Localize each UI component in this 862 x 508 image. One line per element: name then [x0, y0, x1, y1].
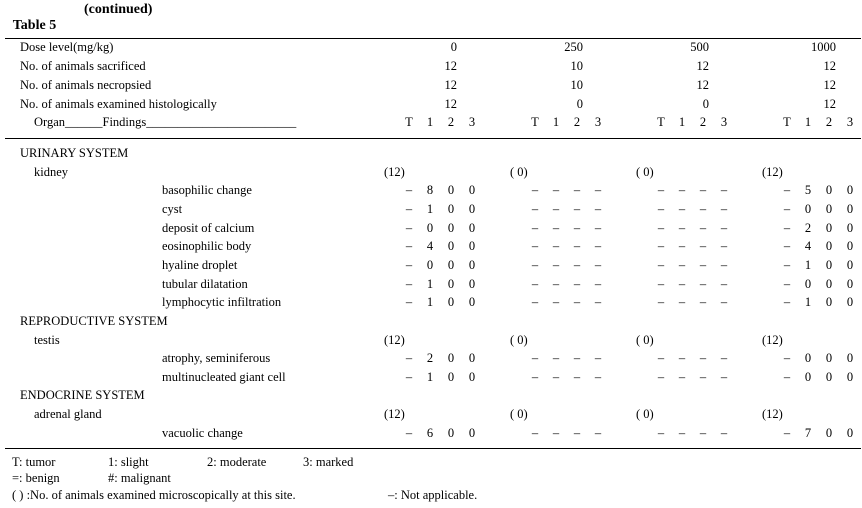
grade-cell: – [594, 258, 602, 272]
grade-cell: – [552, 202, 560, 216]
grade-column-header: T [531, 115, 539, 129]
grade-cell: 0 [447, 221, 455, 235]
finding-label: basophilic change [162, 183, 252, 197]
grade-column-header: T [657, 115, 665, 129]
grade-cell: 0 [825, 202, 833, 216]
grade-cell: – [657, 258, 665, 272]
examined-count: (12) [384, 407, 405, 421]
examined-count: ( 0) [510, 333, 528, 347]
grade-cell: – [594, 239, 602, 253]
grade-cell: 1 [426, 202, 434, 216]
grade-cell: 0 [426, 221, 434, 235]
grade-cell: – [657, 202, 665, 216]
grade-cell: – [657, 277, 665, 291]
system-heading: REPRODUCTIVE SYSTEM [20, 314, 168, 328]
examined-label: No. of animals examined histologically [20, 97, 217, 111]
grade-cell: – [699, 239, 707, 253]
grade-cell: 0 [846, 258, 854, 272]
examined-count: (12) [384, 165, 405, 179]
grade-cell: – [783, 426, 791, 440]
grade-cell: 4 [426, 239, 434, 253]
grade-cell: 0 [825, 183, 833, 197]
grade-cell: – [720, 239, 728, 253]
finding-label: cyst [162, 202, 183, 216]
legend-marked: 3: marked [303, 455, 354, 469]
grade-cell: 1 [426, 277, 434, 291]
grade-cell: – [405, 370, 413, 384]
grade-cell: – [531, 202, 539, 216]
grade-cell: 0 [468, 426, 476, 440]
grade-cell: 2 [426, 351, 434, 365]
grade-cell: – [573, 239, 581, 253]
legend-moderate: 2: moderate [207, 455, 267, 469]
dose-value: 0 [450, 40, 457, 54]
count-value: 12 [823, 78, 836, 92]
examined-count: ( 0) [636, 333, 654, 347]
grade-cell: 0 [468, 239, 476, 253]
grade-cell: – [720, 258, 728, 272]
grade-cell: 0 [468, 351, 476, 365]
grade-column-header: 2 [699, 115, 707, 129]
examined-count: (12) [762, 333, 783, 347]
grade-cell: 0 [846, 370, 854, 384]
grade-cell: – [552, 221, 560, 235]
grade-column-header: 2 [573, 115, 581, 129]
legend-parentheses: ( ) :No. of animals examined microscopically at this site. [12, 488, 296, 502]
grade-cell: – [594, 183, 602, 197]
organ-findings-label: Organ______Findings________________________ [34, 115, 297, 129]
grade-cell: – [783, 351, 791, 365]
organ-label: kidney [34, 165, 69, 179]
count-value: 12 [823, 59, 836, 73]
grade-cell: 1 [426, 295, 434, 309]
grade-cell: 0 [468, 277, 476, 291]
grade-cell: – [531, 183, 539, 197]
grade-cell: – [699, 258, 707, 272]
legend-malignant: #: malignant [108, 471, 171, 485]
grade-cell: – [531, 426, 539, 440]
count-value: 12 [444, 97, 457, 111]
grade-cell: – [720, 221, 728, 235]
grade-cell: – [783, 258, 791, 272]
grade-cell: 1 [804, 258, 812, 272]
grade-cell: – [783, 370, 791, 384]
grade-cell: – [531, 370, 539, 384]
grade-cell: – [657, 295, 665, 309]
finding-label: vacuolic change [162, 426, 243, 440]
grade-cell: – [405, 295, 413, 309]
grade-cell: – [405, 426, 413, 440]
grade-cell: – [594, 277, 602, 291]
grade-column-header: 3 [468, 115, 476, 129]
grade-cell: – [573, 202, 581, 216]
count-value: 12 [444, 78, 457, 92]
grade-cell: – [783, 277, 791, 291]
grade-cell: 0 [447, 295, 455, 309]
grade-cell: – [720, 351, 728, 365]
grade-cell: 0 [846, 221, 854, 235]
grade-cell: – [783, 202, 791, 216]
grade-column-header: 1 [678, 115, 686, 129]
grade-cell: 0 [846, 351, 854, 365]
grade-cell: – [720, 295, 728, 309]
table-number: Table 5 [12, 18, 57, 33]
grade-cell: – [699, 221, 707, 235]
necropsied-label: No. of animals necropsied [20, 78, 152, 92]
grade-column-header: 3 [720, 115, 728, 129]
grade-cell: 0 [468, 221, 476, 235]
grade-cell: 1 [804, 295, 812, 309]
grade-cell: 0 [468, 202, 476, 216]
grade-cell: 0 [846, 183, 854, 197]
grade-cell: 0 [846, 295, 854, 309]
grade-cell: 4 [804, 239, 812, 253]
bottom-rule [5, 448, 861, 449]
grade-cell: – [678, 426, 686, 440]
grade-cell: 0 [846, 239, 854, 253]
finding-label: tubular dilatation [162, 277, 248, 291]
grade-cell: 0 [846, 426, 854, 440]
organ-label: adrenal gland [34, 407, 102, 421]
grade-cell: – [720, 370, 728, 384]
grade-cell: – [573, 351, 581, 365]
grade-cell: – [657, 426, 665, 440]
examined-count: (12) [762, 165, 783, 179]
grade-cell: 0 [804, 277, 812, 291]
legend-slight: 1: slight [108, 455, 149, 469]
grade-cell: 2 [804, 221, 812, 235]
grade-cell: – [678, 351, 686, 365]
grade-cell: – [573, 221, 581, 235]
grade-cell: – [405, 239, 413, 253]
system-heading: ENDOCRINE SYSTEM [20, 388, 145, 402]
grade-cell: – [783, 183, 791, 197]
grade-cell: 0 [426, 258, 434, 272]
grade-cell: 6 [426, 426, 434, 440]
legend-not-applicable: –: Not applicable. [388, 488, 478, 502]
grade-cell: – [552, 295, 560, 309]
grade-cell: – [678, 183, 686, 197]
grade-cell: – [699, 202, 707, 216]
grade-cell: 0 [447, 239, 455, 253]
grade-cell: – [573, 370, 581, 384]
legend-tumor: T: tumor [12, 455, 56, 469]
grade-column-header: 3 [846, 115, 854, 129]
grade-column-header: T [405, 115, 413, 129]
count-value: 0 [702, 97, 709, 111]
grade-cell: – [657, 370, 665, 384]
grade-cell: – [783, 221, 791, 235]
count-value: 12 [444, 59, 457, 73]
grade-cell: – [552, 370, 560, 384]
grade-cell: – [699, 183, 707, 197]
grade-cell: – [531, 221, 539, 235]
grade-cell: – [405, 277, 413, 291]
grade-cell: – [531, 295, 539, 309]
finding-label: hyaline droplet [162, 258, 238, 272]
grade-cell: 0 [825, 426, 833, 440]
grade-cell: – [657, 351, 665, 365]
count-value: 0 [576, 97, 583, 111]
grade-cell: – [573, 295, 581, 309]
grade-cell: – [594, 426, 602, 440]
grade-cell: – [405, 351, 413, 365]
grade-cell: – [573, 258, 581, 272]
grade-cell: 0 [825, 239, 833, 253]
grade-cell: 0 [447, 426, 455, 440]
count-value: 10 [570, 59, 583, 73]
grade-cell: 0 [825, 351, 833, 365]
grade-cell: – [678, 370, 686, 384]
organ-label: testis [34, 333, 60, 347]
grade-cell: – [552, 426, 560, 440]
grade-cell: – [720, 426, 728, 440]
grade-column-header: 1 [552, 115, 560, 129]
grade-cell: – [720, 202, 728, 216]
grade-cell: 0 [447, 202, 455, 216]
table-continued: (continued) [84, 2, 153, 17]
grade-cell: 0 [447, 351, 455, 365]
finding-label: deposit of calcium [162, 221, 255, 235]
grade-cell: – [405, 183, 413, 197]
grade-cell: 0 [825, 370, 833, 384]
grade-cell: – [531, 277, 539, 291]
finding-label: lymphocytic infiltration [162, 295, 282, 309]
finding-label: multinucleated giant cell [162, 370, 286, 384]
grade-cell: 0 [804, 370, 812, 384]
grade-cell: 0 [804, 202, 812, 216]
grade-cell: – [699, 426, 707, 440]
grade-cell: – [699, 351, 707, 365]
grade-cell: – [405, 202, 413, 216]
grade-cell: – [678, 202, 686, 216]
grade-cell: – [783, 295, 791, 309]
grade-cell: 0 [846, 202, 854, 216]
grade-cell: – [552, 351, 560, 365]
grade-cell: – [657, 239, 665, 253]
examined-count: (12) [384, 333, 405, 347]
grade-column-header: 2 [447, 115, 455, 129]
grade-cell: – [678, 295, 686, 309]
grade-cell: – [552, 183, 560, 197]
grade-cell: – [573, 277, 581, 291]
grade-column-header: 2 [825, 115, 833, 129]
grade-cell: – [699, 370, 707, 384]
grade-cell: – [552, 258, 560, 272]
grade-cell: 0 [468, 295, 476, 309]
grade-cell: – [678, 239, 686, 253]
grade-cell: – [678, 221, 686, 235]
grade-cell: – [720, 183, 728, 197]
grade-cell: – [594, 221, 602, 235]
grade-cell: – [573, 426, 581, 440]
grade-cell: 0 [468, 370, 476, 384]
dose-value: 250 [564, 40, 583, 54]
sacrificed-label: No. of animals sacrificed [20, 59, 146, 73]
dose-value: 500 [690, 40, 709, 54]
grade-cell: 0 [825, 258, 833, 272]
count-value: 12 [696, 78, 709, 92]
dose-level-label: Dose level(mg/kg) [20, 40, 114, 54]
grade-cell: 0 [846, 277, 854, 291]
legend-benign: =: benign [12, 471, 60, 485]
grade-column-header: 3 [594, 115, 602, 129]
grade-cell: 0 [468, 258, 476, 272]
grade-cell: – [531, 239, 539, 253]
grade-cell: – [594, 351, 602, 365]
examined-count: ( 0) [636, 165, 654, 179]
examined-count: ( 0) [636, 407, 654, 421]
grade-column-header: 1 [804, 115, 812, 129]
grade-cell: – [552, 239, 560, 253]
grade-cell: 0 [468, 183, 476, 197]
grade-cell: – [678, 277, 686, 291]
grade-cell: 0 [804, 351, 812, 365]
header-rule [5, 138, 861, 139]
grade-cell: – [720, 277, 728, 291]
grade-cell: 0 [825, 221, 833, 235]
grade-column-header: T [783, 115, 791, 129]
grade-cell: – [531, 258, 539, 272]
grade-cell: 0 [825, 295, 833, 309]
grade-cell: – [657, 221, 665, 235]
grade-cell: 8 [426, 183, 434, 197]
finding-label: eosinophilic body [162, 239, 252, 253]
grade-cell: – [594, 202, 602, 216]
grade-column-header: 1 [426, 115, 434, 129]
grade-cell: 5 [804, 183, 812, 197]
grade-cell: – [552, 277, 560, 291]
grade-cell: – [531, 351, 539, 365]
grade-cell: – [405, 258, 413, 272]
grade-cell: 0 [447, 258, 455, 272]
grade-cell: – [699, 277, 707, 291]
grade-cell: – [699, 295, 707, 309]
grade-cell: – [405, 221, 413, 235]
grade-cell: 0 [447, 370, 455, 384]
grade-cell: 0 [447, 277, 455, 291]
count-value: 12 [696, 59, 709, 73]
grade-cell: – [573, 183, 581, 197]
grade-cell: – [594, 370, 602, 384]
grade-cell: 0 [825, 277, 833, 291]
grade-cell: 0 [447, 183, 455, 197]
grade-cell: – [678, 258, 686, 272]
examined-count: (12) [762, 407, 783, 421]
dose-value: 1000 [811, 40, 836, 54]
examined-count: ( 0) [510, 407, 528, 421]
count-value: 12 [823, 97, 836, 111]
grade-cell: 7 [804, 426, 812, 440]
grade-cell: – [783, 239, 791, 253]
finding-label: atrophy, seminiferous [162, 351, 271, 365]
system-heading: URINARY SYSTEM [20, 146, 129, 160]
examined-count: ( 0) [510, 165, 528, 179]
grade-cell: – [594, 295, 602, 309]
grade-cell: 1 [426, 370, 434, 384]
count-value: 10 [570, 78, 583, 92]
grade-cell: – [657, 183, 665, 197]
